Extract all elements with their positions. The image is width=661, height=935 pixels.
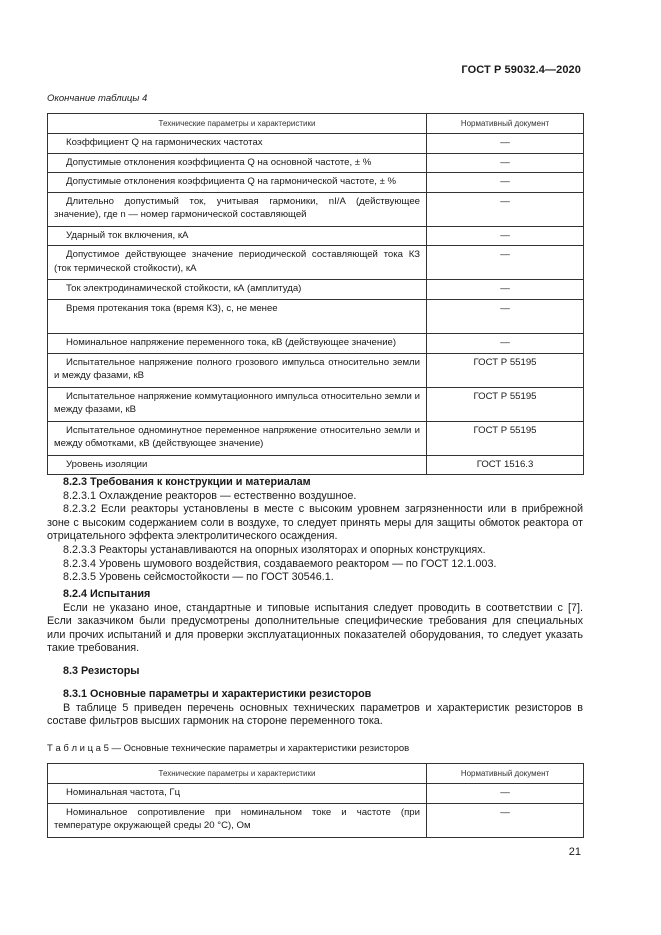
- normative-doc-cell: —: [427, 784, 584, 804]
- table-row: [48, 134, 584, 154]
- section-8-2-3: [47, 476, 583, 585]
- page-number: 21: [568, 846, 581, 858]
- normative-doc-cell: —: [427, 192, 584, 226]
- parameter-cell: Номинальное сопротивление при номинальном токе и частоте (при температуре окружающей среды 20 °С), Ом: [54, 806, 420, 832]
- normative-doc-cell: —: [427, 153, 584, 173]
- parameter-cell: Допустимые отклонения коэффициента Q на основной частоте, ± %: [66, 156, 372, 168]
- section-heading: 8.3 Резисторы: [63, 665, 140, 677]
- table-row: [48, 192, 584, 226]
- table-row: [48, 803, 584, 837]
- normative-doc-cell: —: [427, 173, 584, 193]
- table-row: [48, 153, 584, 173]
- table-row: [48, 353, 584, 387]
- column-header-parameters: Технические параметры и характеристики: [48, 764, 427, 784]
- section-heading: 8.3.1 Основные параметры и характеристики резисторов: [63, 688, 372, 700]
- table-4: [47, 113, 584, 475]
- paragraph: 8.2.3.3 Реакторы устанавливаются на опорных изоляторах и опорных конструкциях.: [63, 543, 486, 556]
- normative-doc-cell: —: [427, 803, 584, 837]
- table-header-row: [48, 114, 584, 134]
- parameter-cell: Допустимое действующее значение периодической составляющей тока КЗ (ток термической стойкости), кА: [54, 249, 420, 274]
- section-8-2-4: [47, 588, 583, 656]
- normative-doc-cell: ГОСТ 1516.3: [427, 455, 584, 475]
- table-row: [48, 280, 584, 300]
- parameter-cell: Номинальная частота, Гц: [66, 787, 181, 798]
- paragraph: Если не указано иное, стандартные и типовые испытания следует проводить в соответствии с [7]. Если заказчиком были предусмотрены дополнительные специфические требования для специальных или прочих испытаний и для проверки эксплуатационных показателей оборудования, то следует указать такие требования.: [47, 601, 583, 655]
- normative-doc-cell: —: [427, 226, 584, 246]
- section-heading: 8.2.4 Испытания: [63, 588, 151, 600]
- paragraph: 8.2.3.1 Охлаждение реакторов — естественно воздушное.: [63, 489, 357, 502]
- table-header-row: [48, 764, 584, 784]
- normative-doc-cell: —: [427, 333, 584, 353]
- normative-doc-cell: ГОСТ Р 55195: [427, 387, 584, 421]
- column-header-normative-doc: Нормативный документ: [427, 114, 584, 134]
- parameter-cell: Уровень изоляции: [66, 458, 148, 470]
- section-8-3-1: [47, 688, 583, 729]
- parameter-cell: Ударный ток включения, кА: [66, 229, 189, 241]
- table-row: [48, 173, 584, 193]
- paragraph: 8.2.3.5 Уровень сейсмостойкости — по ГОСТ 30546.1.: [63, 571, 334, 584]
- normative-doc-cell: —: [427, 280, 584, 300]
- paragraph: 8.2.3.4 Уровень шумового воздействия, создаваемого реактором — по ГОСТ 12.1.003.: [63, 557, 497, 570]
- normative-doc-cell: —: [427, 134, 584, 154]
- table-row: [48, 299, 584, 333]
- normative-doc-cell: ГОСТ Р 55195: [427, 353, 584, 387]
- parameter-cell: Длительно допустимый ток, учитывая гармоники, nI/A (действующее значение), где n — номер гармонической составляющей: [54, 195, 420, 221]
- table-5-caption: Т а б л и ц а 5 — Основные технические параметры и характеристики резисторов: [47, 743, 410, 754]
- paragraph: 8.2.3.2 Если реакторы установлены в месте с высоким уровнем загрязненности или в прибрежной зоне с высоким содержанием соли в воздухе, то следует принять меры для защиты обмоток реактора от отрицательного эффекта электролитического осаждения.: [47, 503, 583, 543]
- parameter-cell: Время протекания тока (время КЗ), с, не менее: [66, 302, 278, 314]
- parameter-cell: Испытательное одноминутное переменное напряжение относительно земли и между обмотками, кВ (действующее значение): [54, 424, 420, 450]
- table-row: [48, 455, 584, 475]
- column-header-parameters: Технические параметры и характеристики: [48, 114, 427, 134]
- table-row: [48, 784, 584, 804]
- parameter-cell: Испытательное напряжение коммутационного импульса относительно земли и между фазами, кВ: [54, 390, 420, 416]
- table-row: [48, 226, 584, 246]
- parameter-cell: Номинальное напряжение переменного тока, кВ (действующее значение): [66, 336, 397, 348]
- table-row: [48, 246, 584, 280]
- section-heading: 8.2.3 Требования к конструкции и материалам: [63, 476, 311, 488]
- table-row: [48, 333, 584, 353]
- table-row: [48, 421, 584, 455]
- paragraph: В таблице 5 приведен перечень основных технических параметров и характеристик резисторов в составе фильтров высших гармоник на стороне переменного тока.: [47, 701, 583, 728]
- normative-doc-cell: ГОСТ Р 55195: [427, 421, 584, 455]
- column-header-normative-doc: Нормативный документ: [427, 764, 584, 784]
- table-row: [48, 387, 584, 421]
- section-8-3: [47, 665, 583, 679]
- table-5: [47, 763, 584, 838]
- parameter-cell: Коэффициент Q на гармонических частотах: [66, 137, 263, 148]
- parameter-cell: Допустимые отклонения коэффициента Q на гармонической частоте, ± %: [66, 176, 397, 188]
- table-4-caption: Окончание таблицы 4: [47, 93, 148, 104]
- parameter-cell: Испытательное напряжение полного грозового импульса относительно земли и между фазами, кВ: [54, 356, 420, 382]
- parameter-cell: Ток электродинамической стойкости, кА (амплитуда): [66, 283, 302, 295]
- normative-doc-cell: —: [427, 246, 584, 280]
- normative-doc-cell: —: [427, 299, 584, 333]
- document-code: ГОСТ Р 59032.4—2020: [461, 64, 581, 76]
